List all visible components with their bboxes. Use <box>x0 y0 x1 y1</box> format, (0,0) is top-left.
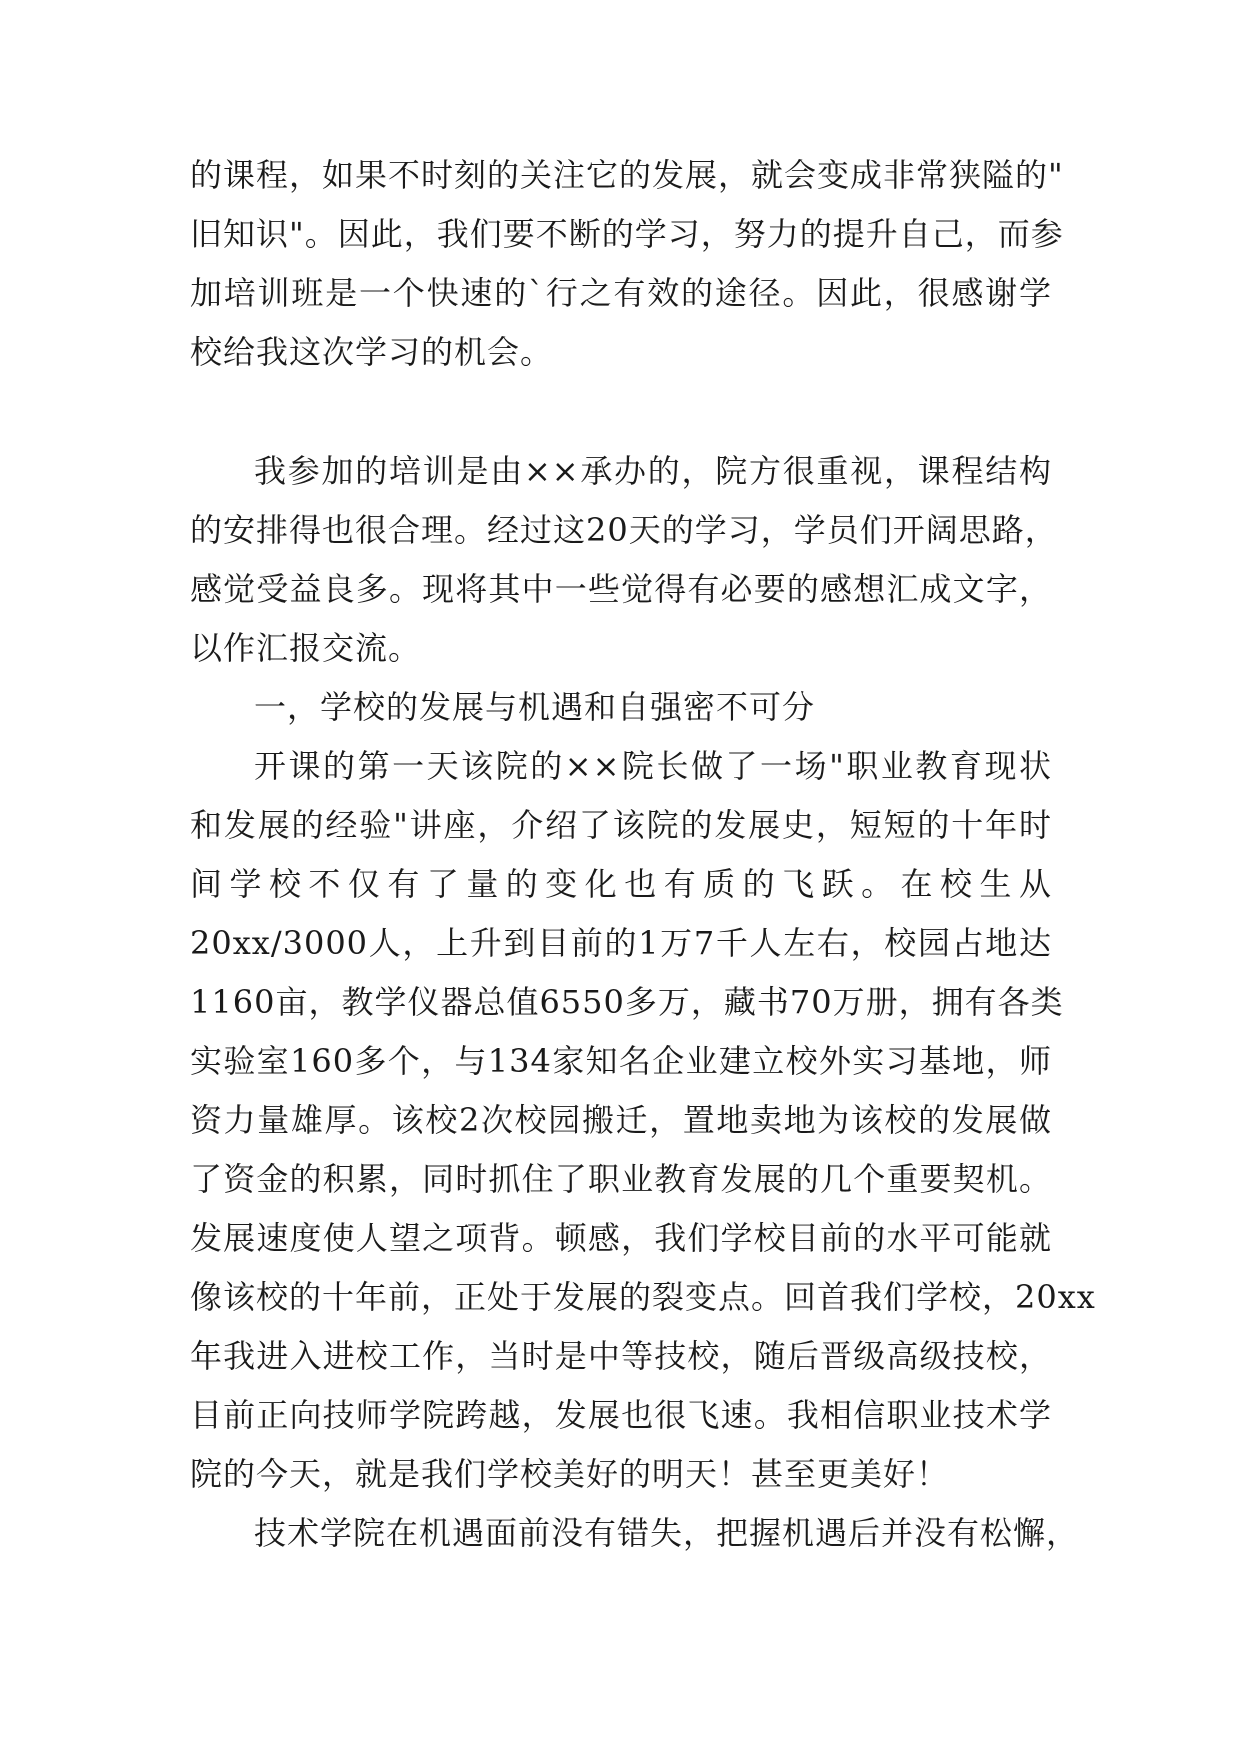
text-line: 技术学院在机遇面前没有错失，把握机遇后并没有松懈， <box>254 1514 1080 1552</box>
text-line: 以作汇报交流。 <box>190 629 422 667</box>
text-line: 的安排得也很合理。经过这20天的学习，学员们开阔思路， <box>190 511 1058 549</box>
text-line: 院的今天，就是我们学校美好的明天！甚至更美好！ <box>190 1455 950 1493</box>
text-line: 20xx/3000人，上升到目前的1万7千人左右，校园占地达 <box>190 924 1052 962</box>
text-line: 实验室160多个，与134家知名企业建立校外实习基地，师 <box>190 1042 1052 1080</box>
document-page <box>190 146 1096 1563</box>
text-line: 的课程，如果不时刻的关注它的发展，就会变成非常狭隘的" <box>190 156 1064 194</box>
text-line: 目前正向技师学院跨越，发展也很飞速。我相信职业技术学 <box>190 1396 1052 1434</box>
text-line: 旧知识"。因此，我们要不断的学习，努力的提升自己，而参 <box>190 215 1064 253</box>
text-line: 开课的第一天该院的××院长做了一场"职业教育现状 <box>254 747 1052 785</box>
paragraph-2 <box>190 442 1058 678</box>
heading-line: 一，学校的发展与机遇和自强密不可分 <box>254 688 816 726</box>
text-line: 加培训班是一个快速的`行之有效的途径。因此，很感谢学 <box>190 274 1052 312</box>
paragraph-spacer <box>190 382 1052 442</box>
text-line: 间学校不仅有了量的变化也有质的飞跃。在校生从 <box>190 865 1052 903</box>
text-line: 年我进入进校工作，当时是中等技校，随后晋级高级技校， <box>190 1337 1052 1375</box>
text-line: 感觉受益良多。现将其中一些觉得有必要的感想汇成文字， <box>190 570 1052 608</box>
text-line: 1160亩，教学仪器总值6550多万，藏书70万册，拥有各类 <box>190 983 1064 1021</box>
text-line: 和发展的经验"讲座，介绍了该院的发展史，短短的十年时 <box>190 806 1052 844</box>
section-heading <box>190 678 1052 737</box>
text-line: 像该校的十年前，正处于发展的裂变点。回首我们学校，20xx <box>190 1278 1096 1316</box>
text-line: 了资金的积累，同时抓住了职业教育发展的几个重要契机。 <box>190 1160 1052 1198</box>
paragraph-1 <box>190 146 1064 382</box>
text-line: 发展速度使人望之项背。顿感，我们学校目前的水平可能就 <box>190 1219 1052 1257</box>
text-line: 我参加的培训是由××承办的，院方很重视，课程结构 <box>254 452 1052 490</box>
paragraph-4 <box>190 1504 1080 1563</box>
text-line: 资力量雄厚。该校2次校园搬迁，置地卖地为该校的发展做 <box>190 1101 1052 1139</box>
text-line: 校给我这次学习的机会。 <box>190 333 554 371</box>
paragraph-3 <box>190 737 1096 1504</box>
